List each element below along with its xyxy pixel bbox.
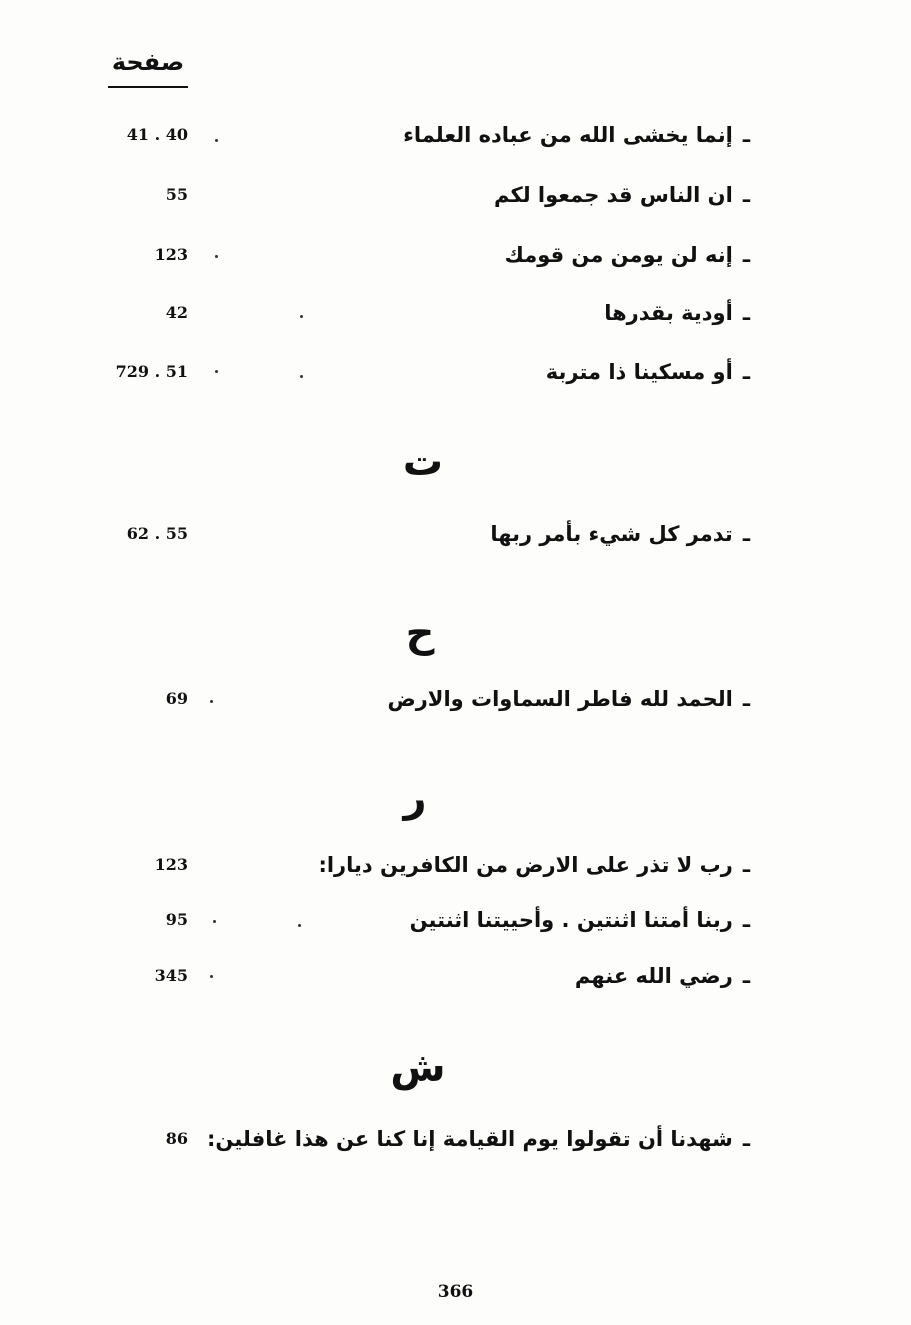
- entry-text: تدمر كل شيء بأمر ربها: [490, 522, 733, 546]
- entry-dash: ـ: [742, 522, 750, 546]
- leader-dot: [300, 315, 303, 318]
- leader-dot: [215, 139, 218, 142]
- leader-dot: [213, 920, 216, 923]
- index-entry: [100, 293, 750, 333]
- entry-pages: 69: [165, 689, 188, 708]
- entry-dash: ـ: [742, 243, 750, 267]
- leader-dot: [215, 370, 218, 373]
- index-entry: [100, 235, 750, 275]
- entry-dash: ـ: [742, 908, 750, 932]
- entry-text: أودية بقدرها: [604, 301, 733, 325]
- entry-dash: ـ: [742, 853, 750, 877]
- entry-dash: ـ: [742, 964, 750, 988]
- entry-pages: 41 . 40: [126, 125, 188, 144]
- page-column-header: صفحة: [111, 48, 185, 76]
- section-letter-shin: ش: [390, 1045, 446, 1091]
- entry-pages: 95: [165, 910, 188, 929]
- entry-dash: ـ: [742, 360, 750, 384]
- page-number: 366: [437, 1282, 474, 1302]
- index-entry: [100, 514, 750, 554]
- entry-text: الحمد لله فاطر السماوات والارض: [387, 687, 733, 711]
- leader-dot: [210, 975, 213, 978]
- section-letter-ra: ر: [403, 775, 427, 821]
- leader-dot: [210, 700, 213, 703]
- entry-pages: 123: [154, 855, 188, 874]
- index-entry: [100, 679, 750, 719]
- entry-dash: ـ: [742, 123, 750, 147]
- index-entry: [100, 175, 750, 215]
- entry-text: شهدنا أن تقولوا يوم القيامة إنا كنا عن هذا غافلين:: [207, 1127, 733, 1151]
- index-entry: [100, 845, 750, 885]
- entry-pages: 55: [165, 185, 188, 204]
- index-entry: [100, 1119, 750, 1159]
- entry-dash: ـ: [742, 687, 750, 711]
- entry-text: رب لا تذر على الارض من الكافرين ديارا:: [318, 853, 733, 877]
- entry-text: أو مسكينا ذا متربة: [545, 360, 733, 384]
- entry-dash: ـ: [742, 1127, 750, 1151]
- entry-pages: 123: [154, 245, 188, 264]
- entry-pages: 42: [165, 303, 188, 322]
- section-letter-ta: ت: [402, 439, 444, 485]
- entry-pages: 345: [154, 966, 188, 985]
- index-entry: [100, 115, 750, 155]
- entry-pages: 62 . 55: [126, 524, 188, 543]
- entry-text: إنه لن يومن من قومك: [504, 243, 733, 267]
- entry-text: ربنا أمتنا اثنتين . وأحييتنا اثنتين: [409, 908, 733, 932]
- entry-dash: ـ: [742, 301, 750, 325]
- leader-dot: [298, 924, 301, 927]
- entry-text: رضي الله عنهم: [574, 964, 733, 988]
- leader-dot: [215, 255, 218, 258]
- section-letter-ha: ح: [405, 610, 435, 656]
- index-entry: [100, 900, 750, 940]
- index-entry: [100, 956, 750, 996]
- header-underline: [108, 86, 188, 88]
- entry-pages: 86: [165, 1129, 188, 1148]
- entry-pages: 729 . 51: [115, 362, 188, 381]
- entry-dash: ـ: [742, 183, 750, 207]
- entry-text: إنما يخشى الله من عباده العلماء: [403, 123, 733, 147]
- leader-dot: [300, 375, 303, 378]
- index-entry: [100, 352, 750, 392]
- entry-text: ان الناس قد جمعوا لكم: [494, 183, 733, 207]
